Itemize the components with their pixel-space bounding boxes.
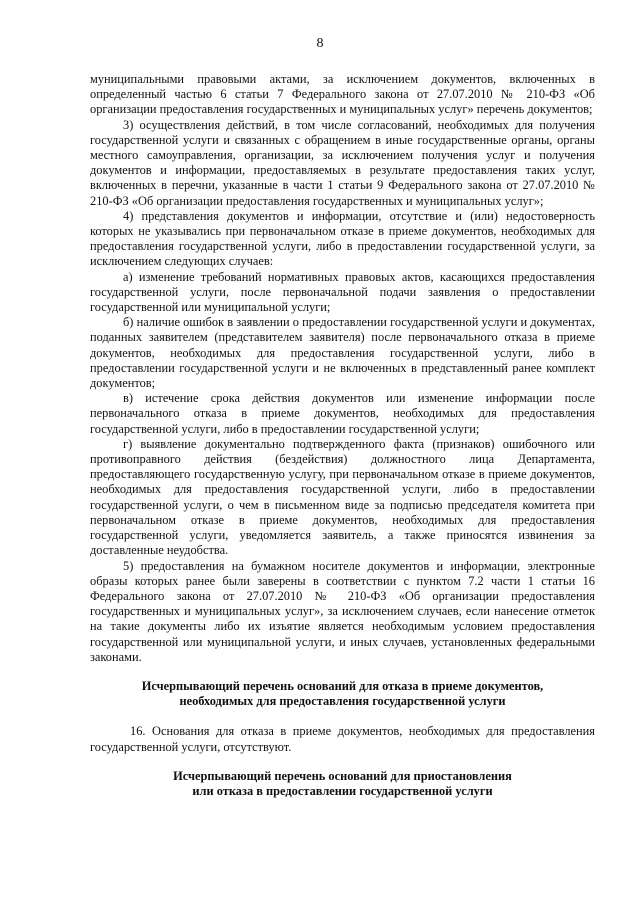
section-heading-suspension-refusal <box>90 769 595 799</box>
heading-line: Исчерпывающий перечень оснований для приостановления <box>173 768 512 783</box>
heading-line: необходимых для предоставления государственной услуги <box>179 694 506 709</box>
paragraph-subitem-v: в) истечение срока действия документов или изменение информации после первоначального отказа в приеме документов, необходимых для предоставления государственной услуги, либо в предоставлении государственной услуги; <box>90 391 595 436</box>
heading-line: или отказа в предоставлении государственной услуги <box>192 783 493 798</box>
paragraph-item-3: 3) осуществления действий, в том числе согласований, необходимых для получения государственной услуги и связанных с обращением в иные государственные органы, органы местного самоуправления, организации, за исключением получения услуг и получения документов и информации, предоставляемых в результате предоставления таких услуг, включенных в перечни, указанные в части 1 статьи 9 Федерального закона от 27.07.2010 № 210-ФЗ «Об организации предоставления государственных и муниципальных услуг»; <box>90 117 595 208</box>
document-body <box>90 72 595 814</box>
paragraph-subitem-a: а) изменение требований нормативных правовых актов, касающихся предоставления государственной услуги, после первоначальной подачи заявления о предоставлении государственной или муниципальной услуги; <box>90 269 595 315</box>
page-number: 8 <box>316 36 324 51</box>
paragraph-continuation: муниципальными правовыми актами, за исключением документов, включенных в определенный частью 6 статьи 7 Федерального закона от 27.07.2010 № 210-ФЗ «Об организации предоставления государственных и муниципальных услуг» перечень документов; <box>90 72 595 117</box>
heading-line: Исчерпывающий перечень оснований для отказа в приеме документов, <box>141 678 544 693</box>
paragraph-item-5: 5) предоставления на бумажном носителе документов и информации, электронные образы которых ранее были заверены в соответствии с пунктом 7.2 части 1 статьи 16 Федерального закона от 27.07.2010 № 210-ФЗ «Об организации предоставления государственных и муниципальных услуг», за исключением случаев, если нанесение отметок на такие документы либо их изъятие является необходимым условием предоставления государственной или муниципальной услуги, и иных случаев, установленных федеральными законами. <box>90 558 595 664</box>
paragraph-16: 16. Основания для отказа в приеме документов, необходимых для предоставления государственной услуги, отсутствуют. <box>90 724 595 754</box>
paragraph-subitem-g: г) выявление документально подтвержденного факта (признаков) ошибочного или противоправного действия (бездействия) должностного лица Департамента, предоставляющего государственную услугу, при первоначальном отказе в приеме документов, необходимых для предоставления государственной услуги, либо в предоставлении государственной услуги, о чем в письменном виде за подписью председателя комитета при первоначальном отказе в приеме документов, необходимых для предоставления государственной услуги, уведомляется заявитель, а также приносятся извинения за доставленные неудобства. <box>90 436 595 558</box>
section-heading-refusal-acceptance <box>90 679 595 709</box>
paragraph-item-4: 4) представления документов и информации, отсутствие и (или) недостоверность которых не указывались при первоначальном отказе в приеме документов, необходимых для предоставления государственной услуги, либо в предоставлении государственной услуги, за исключением следующих случаев: <box>90 208 595 269</box>
paragraph-subitem-b: б) наличие ошибок в заявлении о предоставлении государственной услуги и документах, поданных заявителем (представителем заявителя) после первоначального отказа в приеме документов, необходимых для предоставления государственной услуги, либо в предоставлении государственной услуги и не включенных в представленный ранее комплект документов; <box>90 315 595 391</box>
